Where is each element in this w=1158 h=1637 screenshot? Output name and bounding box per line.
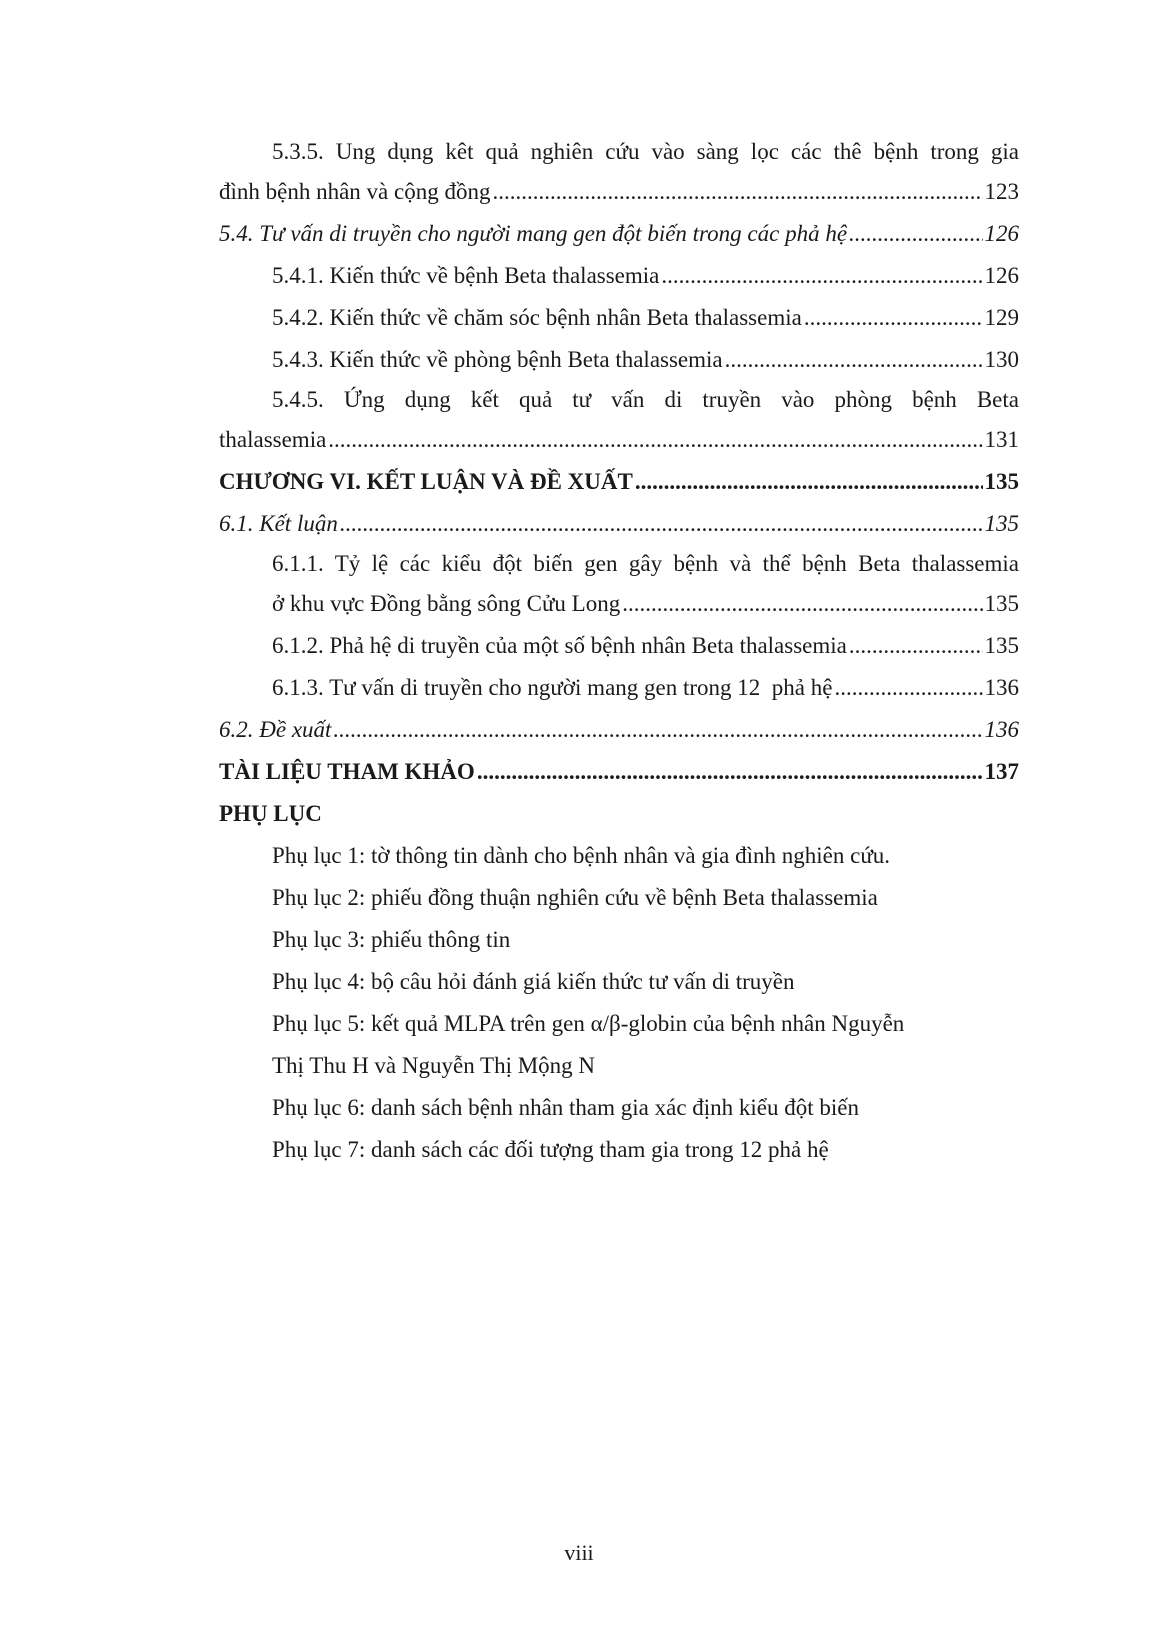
toc-entry-5-3-5-cont: đình bệnh nhân và cộng đồng ..... 123 (219, 171, 1019, 213)
toc-entry-5-4-5-cont: thalassemia ..... 131 (219, 419, 1019, 461)
appendix-item-6: Phụ lục 6: danh sách bệnh nhân tham gia xác định kiểu đột biến (272, 1095, 860, 1120)
page-footer-number: viii (564, 1540, 594, 1565)
toc-entry-appendix: PHỤ LỤC (219, 801, 322, 826)
page-number: 135 (984, 591, 1019, 616)
toc-entry-5-4-2: 5.4.2. Kiến thức về chăm sóc bệnh nhân Beta thalassemia ..... 129 (219, 297, 1019, 339)
toc-entry-6-1-1: 6.1.1. Tỷ lệ các kiểu đột biến gen gây bệnh và thể bệnh Beta thalassemia (272, 551, 1019, 576)
dot-leader (477, 751, 983, 793)
toc-entry-5-3-5: 5.3.5. Ung dụng kêt quả nghiên cứu vào sàng lọc các thê bệnh trong gia (272, 139, 1019, 164)
dot-leader (849, 213, 982, 255)
toc-entry-6-1-2: 6.1.2. Phả hệ di truyền của một số bệnh nhân Beta thalassemia ..... 135 (219, 625, 1019, 667)
dot-leader (333, 709, 982, 751)
page-number: 135 (984, 633, 1019, 658)
page-number: 136 (984, 717, 1019, 742)
appendix-item-5-cont: Thị Thu H và Nguyễn Thị Mộng N (272, 1053, 596, 1078)
appendix-item-3: Phụ lục 3: phiếu thông tin (272, 927, 511, 952)
page-number: 137 (984, 759, 1019, 784)
toc-entry-references: TÀI LIỆU THAM KHẢO ..... 137 (219, 751, 1019, 793)
dot-leader (622, 583, 982, 625)
dot-leader (834, 667, 982, 709)
dot-leader (492, 171, 982, 213)
dot-leader (725, 339, 983, 381)
dot-leader (849, 625, 983, 667)
toc-entry-chapter-6: CHƯƠNG VI. KẾT LUẬN VÀ ĐỀ XUẤT ..... 135 (219, 461, 1019, 503)
page-number: 135 (984, 469, 1019, 494)
appendix-item-1: Phụ lục 1: tờ thông tin dành cho bệnh nhân và gia đình nghiên cứu. (272, 843, 891, 868)
page-number: 131 (984, 427, 1019, 452)
page-number: 126 (984, 221, 1019, 246)
dot-leader (804, 297, 983, 339)
page-number: 135 (984, 511, 1019, 536)
dot-leader (635, 461, 983, 503)
page-number: 136 (984, 675, 1019, 700)
page-number: 129 (984, 305, 1019, 330)
toc-entry-5-4-5: 5.4.5. Ứng dụng kết quả tư vấn di truyền vào phòng bệnh Beta (272, 387, 1019, 412)
page-number: 126 (984, 263, 1019, 288)
dot-leader (661, 255, 982, 297)
toc-entry-5-4: 5.4. Tư vấn di truyền cho người mang gen đột biến trong các phả hệ ..... 126 (219, 213, 1019, 255)
toc-entry-6-1: 6.1. Kết luận ..... 135 (219, 503, 1019, 545)
toc-entry-6-1-1-cont: ở khu vực Đồng bằng sông Cửu Long ..... 135 (219, 583, 1019, 625)
appendix-item-2: Phụ lục 2: phiếu đồng thuận nghiên cứu về bệnh Beta thalassemia (272, 885, 878, 910)
appendix-item-5: Phụ lục 5: kết quả MLPA trên gen α/β-globin của bệnh nhân Nguyễn (272, 1011, 905, 1036)
dot-leader (328, 419, 982, 461)
page-number: 123 (984, 179, 1019, 204)
table-of-contents (219, 133, 1019, 1171)
dot-leader (340, 503, 983, 545)
page-number: 130 (984, 347, 1019, 372)
toc-entry-5-4-3: 5.4.3. Kiến thức về phòng bệnh Beta thalassemia ..... 130 (219, 339, 1019, 381)
toc-entry-5-4-1: 5.4.1. Kiến thức về bệnh Beta thalassemia ..... 126 (219, 255, 1019, 297)
toc-entry-6-1-3: 6.1.3. Tư vấn di truyền cho người mang gen trong 12 phả hệ ..... 136 (219, 667, 1019, 709)
appendix-item-7: Phụ lục 7: danh sách các đối tượng tham gia trong 12 phả hệ (272, 1137, 829, 1162)
appendix-item-4: Phụ lục 4: bộ câu hỏi đánh giá kiến thức tư vấn di truyền (272, 969, 795, 994)
toc-entry-6-2: 6.2. Đề xuất ..... 136 (219, 709, 1019, 751)
